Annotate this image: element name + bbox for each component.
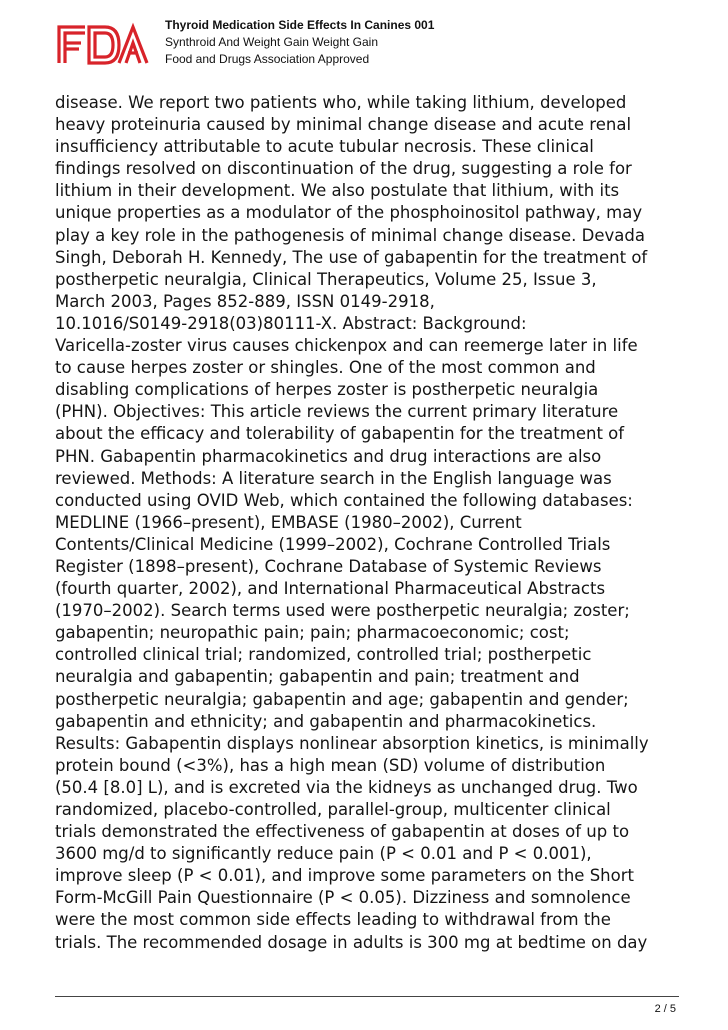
header-text-block [165,17,434,68]
body-text: disease. We report two patients who, while taking lithium, developed heavy proteinuria caused by minimal change disease and acute renal insufficiency attributable to acute tubular necrosis. These clinical findings resolved on discontinuation of the drug, suggesting a role for lithium in their development. We also postulate that lithium, with its unique properties as a modulator of the phosphoinositol pathway, may play a key role in the pathogenesis of minimal change disease. Devada Singh, Deborah H. Kennedy, The use of gabapentin for the treatment of postherpetic neuralgia, Clinical Therapeutics, Volume 25, Issue 3, March 2003, Pages 852-889, ISSN 0149-2918, 10.1016/S0149-2918(03)80111-X. Abstract: Background: Varicella-zoster virus causes chickenpox and can reemerge later in life to cause herpes zoster or shingles. One of the most common and disabling complications of herpes zoster is postherpetic neuralgia (PHN). Objectives: This article reviews the current primary literature about the efficacy and tolerability of gabapentin for the treatment of PHN. Gabapentin pharmacokinetics and drug interactions are also reviewed. Methods: A literature search in the English language was conducted using OVID Web, which contained the following databases: MEDLINE (1966–present), EMBASE (1980–2002), Current Contents/Clinical Medicine (1999–2002), Cochrane Controlled Trials Register (1898–present), Cochrane Database of Systemic Reviews (fourth quarter, 2002), and International Pharmaceutical Abstracts (1970–2002). Search terms used were postherpetic neuralgia; zoster; gabapentin; neuropathic pain; pain; pharmacoeconomic; cost; controlled clinical trial; randomized, controlled trial; postherpetic neuralgia and gabapentin; gabapentin and pain; treatment and postherpetic neuralgia; gabapentin and age; gabapentin and gender; gabapentin and ethnicity; and gabapentin and pharmacokinetics. Results: Gabapentin displays nonlinear absorption kinetics, is minimally protein bound (<3%), has a high mean (SD) volume of distribution (50.4 [8.0] L), and is excreted via the kidneys as unchanged drug. Two randomized, placebo-controlled, parallel-group, multicenter clinical trials demonstrated the effectiveness of gabapentin at doses of up to 3600 mg/d to significantly reduce pain (P < 0.01 and P < 0.001), improve sleep (P < 0.01), and improve some parameters on the Short Form-McGill Pain Questionnaire (P < 0.05). Dizziness and somnolence were the most common side effects leading to withdrawal from the trials. The recommended dosage in adults is 300 mg at bedtime on day [55,93,649,952]
page-header [0,0,728,80]
document-tagline: Food and Drugs Association Approved [165,52,370,66]
document-title: Thyroid Medication Side Effects In Canines 001 [165,18,435,32]
page-number: 2 / 5 [654,1003,676,1015]
footer-divider [55,996,679,997]
fda-logo [55,17,152,69]
document-subtitle: Synthroid And Weight Gain Weight Gain [165,35,379,49]
